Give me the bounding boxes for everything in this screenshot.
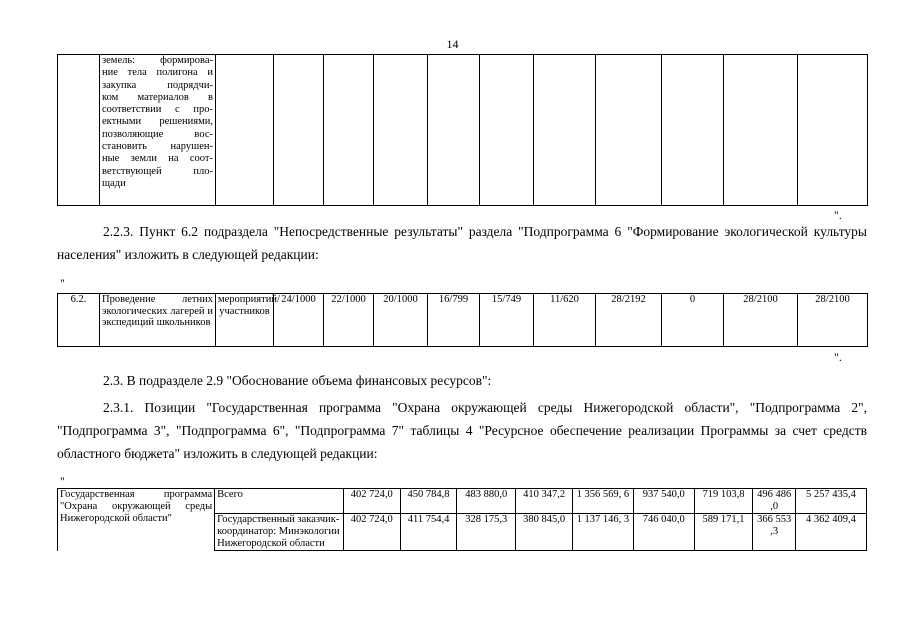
value-cell: 589 171,1 (694, 514, 753, 551)
cell-empty (724, 55, 798, 206)
row-number: 6.2. (58, 294, 100, 347)
text-line: позволяющие вос- (102, 128, 213, 140)
value-cell: 380 845,0 (516, 514, 573, 551)
value-cell: 937 540,0 (633, 489, 694, 514)
text-line: соответствии с про- (102, 104, 213, 116)
value-cell: 1 356 569, 6 (572, 489, 633, 514)
text-line: становить нарушен- (102, 141, 213, 153)
value-cell: 411 754,4 (400, 514, 457, 551)
value-cell: 15/749 (480, 294, 534, 347)
value-cell: 1 137 146, 3 (572, 514, 633, 551)
text-line: закупка подрядчи- (102, 79, 213, 91)
text-line: ветствующей пло- (102, 165, 213, 177)
value-cell: 719 103,8 (694, 489, 753, 514)
table-row (58, 489, 867, 514)
value-cell: 16/799 (428, 294, 480, 347)
row-label: Всего (215, 489, 344, 514)
cell-empty (798, 55, 868, 206)
value-cell: 402 724,0 (343, 514, 400, 551)
value-cell: 328 175,3 (457, 514, 516, 551)
text-line: ектными решениями, (102, 116, 213, 128)
value-cell: 483 880,0 (457, 489, 516, 514)
value-cell: 24/1000 (274, 294, 324, 347)
table-row (58, 294, 868, 347)
paragraph-2-3: 2.3. В подразделе 2.9 "Обоснование объема финансовых ресурсов": (103, 373, 492, 388)
table-continuation (57, 54, 868, 206)
value-cell: 4 362 409,4 (795, 514, 866, 551)
opening-quote: " (60, 276, 65, 290)
value-cell: 366 553 ,3 (753, 514, 796, 551)
row-unit: мероприятий/ участников (216, 294, 274, 347)
text-line: ние тела полигона и (102, 67, 213, 79)
value-cell: 402 724,0 (343, 489, 400, 514)
value-cell: 450 784,8 (400, 489, 457, 514)
cell-empty (58, 55, 100, 206)
cell-empty (324, 55, 374, 206)
program-name-cell: Государственная программа "Охрана окружающей среды Нижегородской области" (58, 489, 215, 551)
cell-empty (534, 55, 596, 206)
value-cell: 0 (662, 294, 724, 347)
cell-empty (480, 55, 534, 206)
value-cell: 28/2100 (798, 294, 868, 347)
value-cell: 496 486 ,0 (753, 489, 796, 514)
value-cell: 20/1000 (374, 294, 428, 347)
text-line: щади (102, 177, 126, 189)
cell-empty (428, 55, 480, 206)
cell-empty (216, 55, 274, 206)
value-cell: 410 347,2 (516, 489, 573, 514)
opening-quote: " (60, 474, 65, 488)
value-cell: 28/2100 (724, 294, 798, 347)
value-cell: 746 040,0 (633, 514, 694, 551)
value-cell: 5 257 435,4 (795, 489, 866, 514)
cell-empty (374, 55, 428, 206)
text-line: ные земли на соот- (102, 153, 213, 165)
page-number: 14 (446, 37, 459, 51)
cell-empty (596, 55, 662, 206)
cell-empty (274, 55, 324, 206)
closing-quote: ". (834, 350, 842, 364)
paragraph-2-3-1: 2.3.1. Позиции "Государственная программа "Охрана окружающей среды Нижегородской области", "Подпрограмма 2", "Подпрограмма 3", "Подпрограмма 6", "Подпрограмма 7" таблицы 4 "Ресурсное обеспечение реализации Программы за счет средств областного бюджета" изложить в следующей редакции: (57, 400, 867, 461)
paragraph-2-2-3: 2.2.3. Пункт 6.2 подраздела "Непосредственные результаты" раздела "Подпрограмма 6 "Формирование экологической культуры населения" изложить в следующей редакции: (57, 224, 867, 262)
measure-description-cell (100, 55, 216, 206)
closing-quote: ". (834, 208, 842, 222)
value-cell: 22/1000 (324, 294, 374, 347)
value-cell: 28/2192 (596, 294, 662, 347)
cell-empty (662, 55, 724, 206)
text-line: земель: формирова- (102, 55, 213, 66)
text-line: ком материалов в (102, 91, 213, 103)
finance-table (57, 488, 867, 551)
row-name: Проведение летних экологических лагерей и экспедиций школьников (100, 294, 216, 347)
results-table (57, 293, 868, 347)
value-cell: 11/620 (534, 294, 596, 347)
row-label: Государственный заказчик-координатор: Минэкологии Нижегородской области (215, 514, 344, 551)
